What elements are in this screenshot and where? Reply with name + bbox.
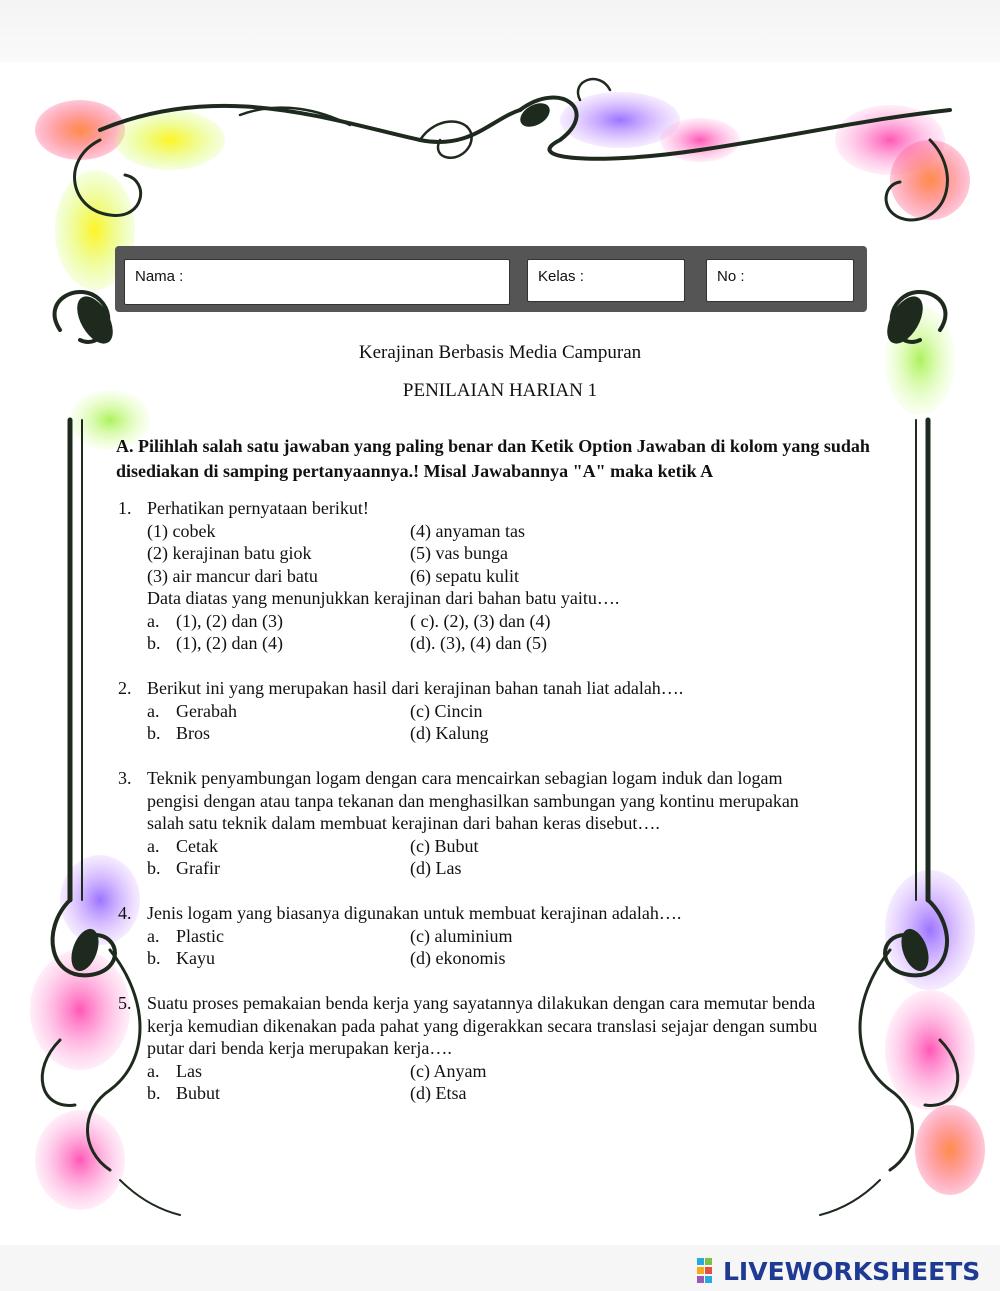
question-3 [118,767,878,880]
question-text: Jenis logam yang biasanya digunakan untuk membuat kerajinan adalah…. [147,903,682,923]
option-row: a. Gerabah (c) Cincin [147,700,483,721]
option-row: a. Plastic (c) aluminium [147,925,513,946]
liveworksheets-logo[interactable] [697,1254,995,1288]
option-row: b. Grafir (d) Las [147,858,462,878]
list-item: (2) kerajinan batu giok (5) vas bunga [147,543,508,563]
logo-icon [697,1258,721,1284]
option-row: b. (1), (2) dan (4) (d). (3), (4) dan (5) [147,633,547,653]
question-1 [118,497,878,655]
worksheet-title: Kerajinan Berbasis Media Campuran [358,342,642,363]
question-text: pengisi dengan atau tanpa tekanan dan menghasilkan sambungan yang kontinu merupakan [147,790,799,811]
question-text: Data diatas yang menunjukkan kerajinan dari bahan batu yaitu…. [147,588,620,608]
question-text: putar dari benda kerja merupakan kerja…. [147,1038,452,1058]
question-text: Teknik penyambungan logam dengan cara mencairkan sebagian logam induk dan logam [147,768,783,788]
class-field[interactable] [527,259,685,302]
question-2 [118,677,878,745]
option-row: b. Bros (d) Kalung [147,723,489,743]
question-text: salah satu teknik dalam membuat kerajinan dari bahan keras disebut…. [147,813,660,833]
worksheet-subtitle: PENILAIAN HARIAN 1 [402,380,598,401]
option-row: a. Las (c) Anyam [147,1060,487,1081]
question-number: 4. [118,903,132,923]
question-text: Perhatikan pernyataan berikut! [147,498,369,518]
name-field[interactable] [124,259,510,305]
option-row: a. Cetak (c) Bubut [147,835,479,856]
question-text: Berikut ini yang merupakan hasil dari kerajinan bahan tanah liat adalah…. [147,678,684,698]
question-number: 2. [118,678,132,698]
option-row: b. Bubut (d) Etsa [147,1083,467,1103]
question-text: Suatu proses pemakaian benda kerja yang sayatannya dilakukan dengan cara memutar benda [147,993,816,1013]
option-row: b. Kayu (d) ekonomis [147,948,506,968]
question-4 [118,902,878,970]
number-field[interactable] [706,259,854,302]
logo-text: LIVEWORKSHEETS [723,1256,981,1286]
number-label: No : [717,268,745,285]
option-row: a. (1), (2) dan (3) ( c). (2), (3) dan (4) [147,610,551,631]
question-number: 5. [118,993,132,1013]
class-label: Kelas : [538,268,584,285]
question-text: kerja kemudian dikenakan pada pahat yang digerakkan secara translasi sejajar dengan sumbu [147,1015,818,1036]
list-item: (3) air mancur dari batu (6) sepatu kulit [147,565,519,586]
question-number: 3. [118,768,132,788]
name-label: Nama : [135,268,184,285]
question-number: 1. [118,498,132,518]
instructions: A. Pilihlah salah satu jawaban yang paling benar dan Ketik Option Jawaban di kolom yang sudah disediakan di samping pertanyaannya.! Misal Jawabannya "A" maka ketik A [116,436,870,481]
question-5 [118,992,888,1105]
list-item: (1) cobek (4) anyaman tas [147,520,525,541]
